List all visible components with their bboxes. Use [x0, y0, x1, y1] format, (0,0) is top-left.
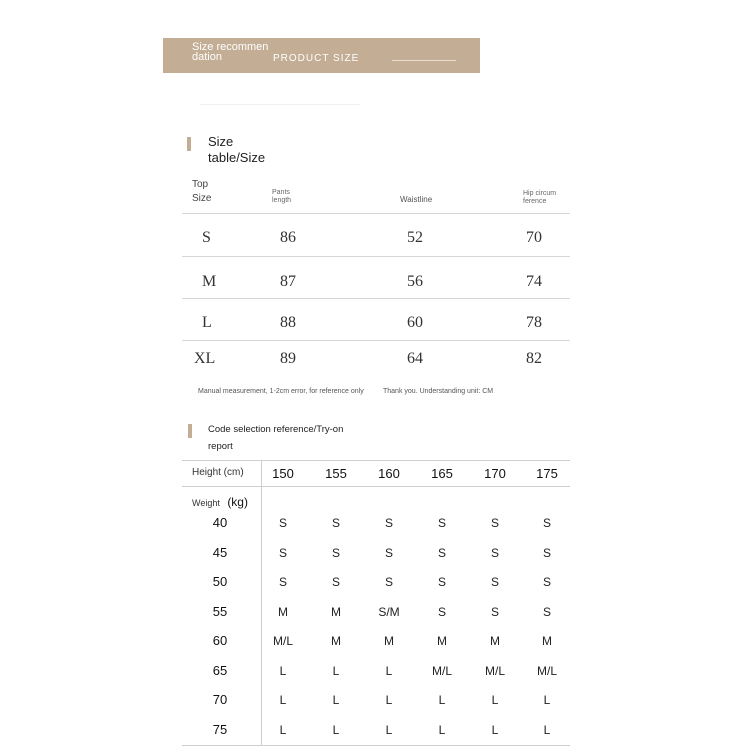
measurement-cell: 52 [407, 229, 423, 246]
height-header: 170 [484, 466, 506, 481]
size-cell: S [542, 516, 551, 530]
measurement-cell: 82 [526, 350, 542, 367]
size-cell: S [490, 545, 499, 560]
weight-value: 65 [212, 662, 228, 678]
size-label: XL [194, 350, 216, 367]
size-cell: M [490, 634, 500, 648]
weight-value: 50 [212, 574, 228, 589]
size-recommendation-banner [163, 38, 480, 73]
weight-label: Weight [192, 498, 220, 508]
height-header: 155 [325, 466, 347, 481]
size-cell: L [438, 722, 446, 737]
weight-value: 55 [212, 603, 228, 619]
size-cell: L [332, 722, 340, 737]
size-cell: M/L [484, 663, 505, 678]
fit-table-title: Code selection reference/Try-on report [208, 424, 344, 452]
size-cell: S [278, 516, 287, 530]
measurement-cell: 87 [280, 273, 296, 290]
column-divider [261, 460, 262, 746]
size-cell: L [385, 693, 393, 707]
header-rule [182, 486, 570, 487]
table-top-rule [182, 460, 570, 461]
size-cell: S [384, 516, 393, 530]
size-cell: L [279, 693, 287, 707]
measurement-note: Manual measurement, 1-2cm error, for reference only [198, 388, 364, 395]
row-divider [182, 340, 570, 341]
measurement-cell: 78 [526, 314, 542, 331]
size-cell: M [331, 604, 341, 619]
size-label: S [202, 229, 211, 246]
weight-value: 70 [212, 692, 228, 707]
measurement-cell: 86 [280, 229, 296, 246]
size-cell: S [278, 575, 287, 589]
size-cell: S [331, 545, 340, 560]
measurement-cell: 74 [526, 273, 542, 290]
size-cell: M [331, 634, 341, 648]
corner-header: Top Size [192, 179, 212, 204]
height-header: 175 [536, 466, 558, 481]
divider [200, 104, 360, 105]
row-divider [182, 213, 570, 214]
measurement-cell: 88 [280, 314, 296, 331]
size-cell: L [279, 663, 287, 678]
row-divider [182, 298, 570, 299]
size-cell: L [491, 722, 499, 737]
size-cell: L [332, 693, 340, 707]
measurement-cell: 89 [280, 350, 296, 367]
size-table-title: Size table/Size [208, 134, 266, 165]
size-cell: S [384, 575, 393, 589]
size-cell: L [543, 693, 551, 707]
size-cell: S [437, 516, 446, 530]
size-cell: S/M [378, 604, 400, 619]
size-cell: S [437, 575, 446, 589]
size-cell: S [331, 516, 340, 530]
measurement-cell: 60 [407, 314, 423, 331]
weight-unit: (kg) [227, 495, 248, 509]
size-cell: S [490, 516, 499, 530]
height-header: 160 [378, 466, 400, 481]
size-cell: L [438, 693, 446, 707]
size-cell: L [279, 722, 287, 737]
height-header: 150 [272, 466, 294, 481]
size-cell: S [331, 575, 340, 589]
size-cell: M [278, 604, 288, 619]
weight-value: 45 [212, 544, 228, 560]
size-cell: L [543, 722, 551, 737]
banner-subtitle: PRODUCT SIZE [273, 53, 360, 64]
measurement-cell: 70 [526, 229, 542, 246]
size-cell: S [542, 604, 551, 619]
size-cell: M [437, 634, 447, 648]
weight-value: 75 [212, 721, 228, 737]
size-label: M [202, 273, 217, 290]
size-cell: S [437, 545, 446, 560]
col-header-waistline: Waistline [400, 195, 433, 204]
size-cell: S [542, 545, 551, 560]
size-cell: M/L [431, 663, 452, 678]
weight-label-group [192, 493, 248, 511]
section-marker [188, 424, 192, 438]
row-divider [182, 256, 570, 257]
size-cell: S [542, 575, 551, 589]
size-cell: L [491, 693, 499, 707]
size-cell: L [385, 663, 393, 678]
measurement-cell: 64 [407, 350, 423, 367]
weight-value: 60 [212, 633, 228, 648]
height-label: Height (cm) [192, 467, 244, 478]
weight-value: 40 [212, 515, 228, 530]
measurement-cell: 56 [407, 273, 423, 290]
unit-note: Thank you. Understanding unit: CM [383, 388, 494, 395]
height-header: 165 [431, 466, 453, 481]
size-cell: M [542, 634, 552, 648]
size-cell: M [384, 634, 394, 648]
col-header-hip-circumference: Hip circumference [523, 190, 557, 205]
size-label: L [202, 314, 212, 331]
size-cell: S [384, 545, 393, 560]
section-marker [187, 137, 191, 151]
size-cell: L [385, 722, 393, 737]
size-cell: S [490, 604, 499, 619]
table-bottom-rule [182, 745, 570, 746]
size-cell: L [332, 663, 340, 678]
col-header-pants-length: Pants length [272, 189, 292, 204]
size-cell: M/L [536, 663, 557, 678]
size-cell: S [437, 604, 446, 619]
banner-title: Size recommendation [192, 41, 269, 63]
size-cell: S [278, 545, 287, 560]
size-cell: M/L [272, 634, 293, 648]
size-cell: S [490, 575, 499, 589]
banner-decorative-line [392, 60, 456, 61]
